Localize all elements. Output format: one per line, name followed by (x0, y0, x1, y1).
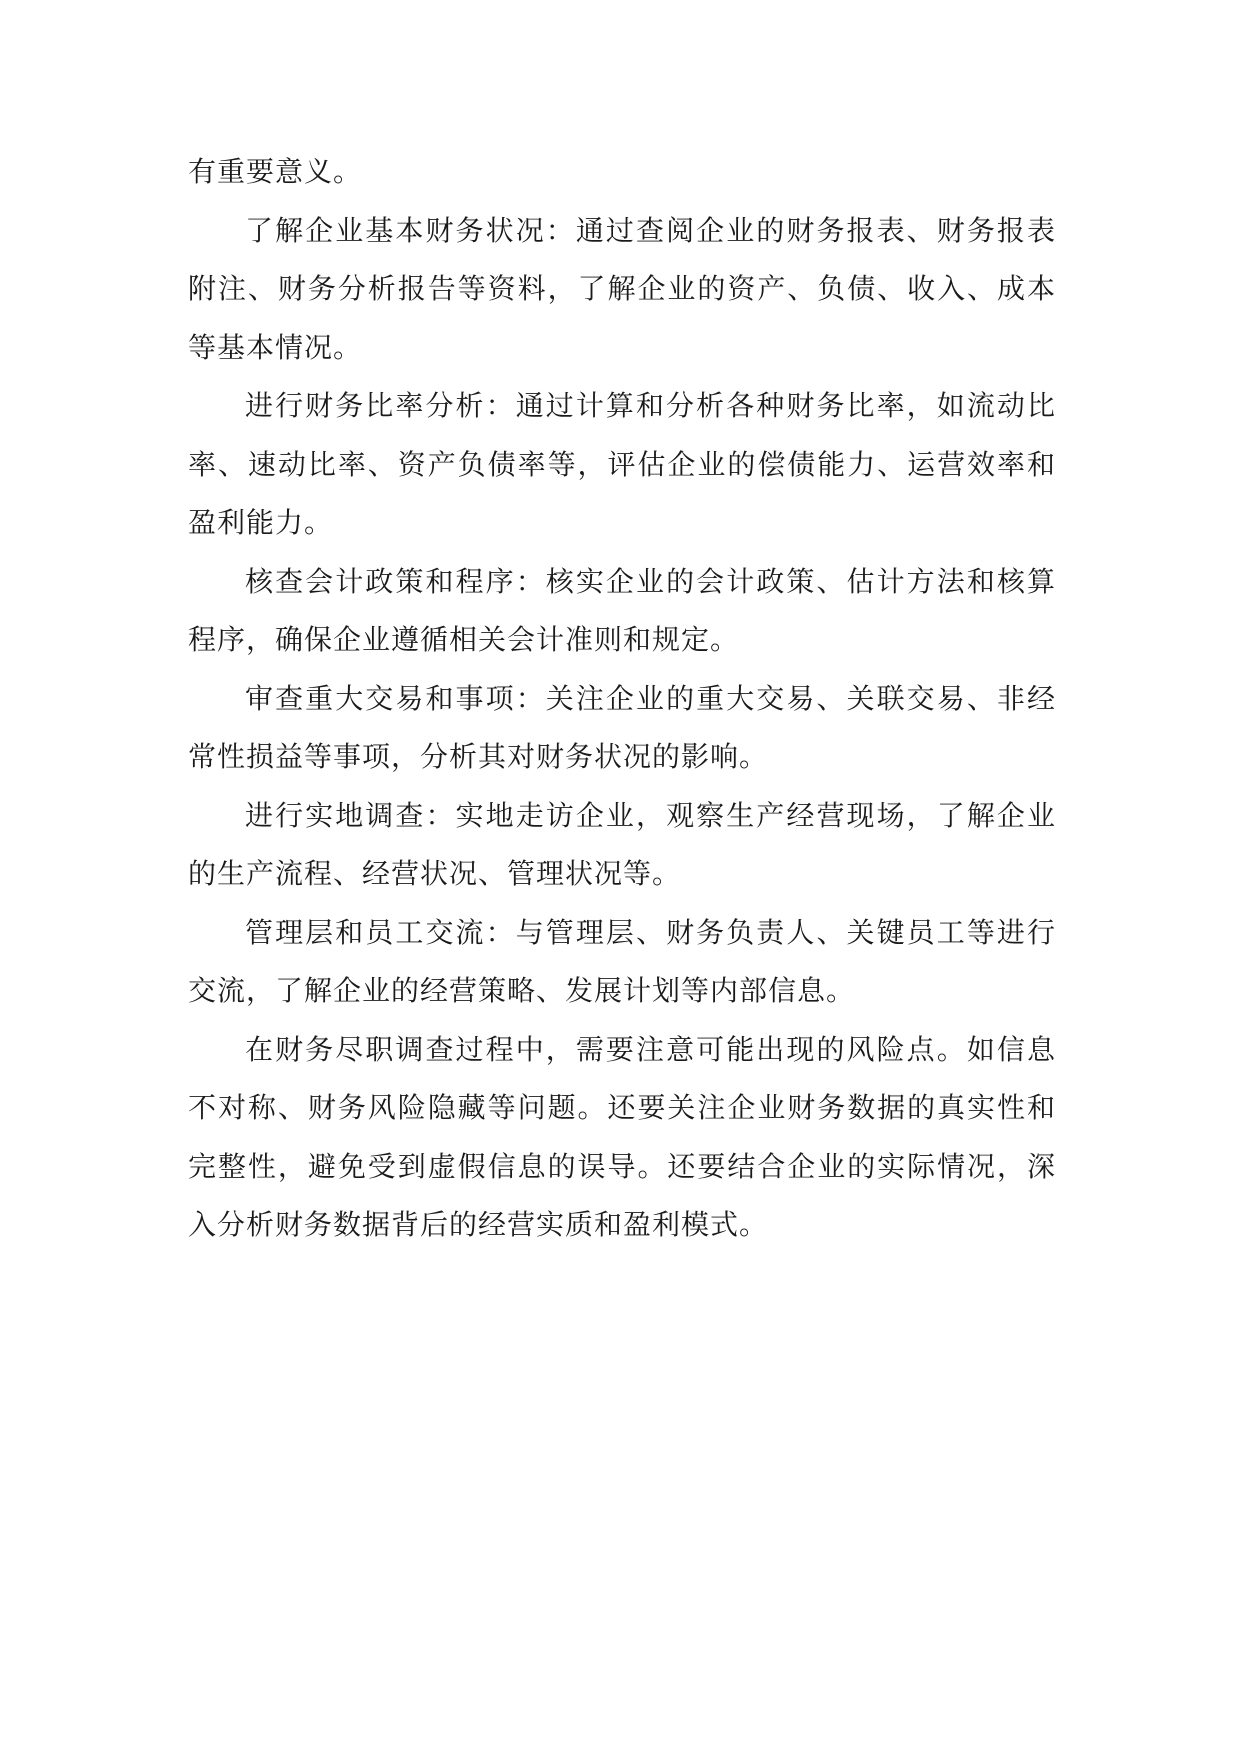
paragraph-site-investigation: 进行实地调查：实地走访企业，观察生产经营现场，了解企业的生产流程、经营状况、管理状况等。 (188, 798, 1056, 890)
paragraph-major-transactions: 审查重大交易和事项：关注企业的重大交易、关联交易、非经常性损益等事项，分析其对财务状况的影响。 (188, 681, 1056, 773)
paragraph-risk-points: 在财务尽职调查过程中，需要注意可能出现的风险点。如信息不对称、财务风险隐藏等问题。还要关注企业财务数据的真实性和完整性，避免受到虚假信息的误导。还要结合企业的实际情况，深入分析财务数据背后的经营实质和盈利模式。 (188, 1032, 1056, 1241)
paragraph-ratio-analysis: 进行财务比率分析：通过计算和分析各种财务比率，如流动比率、速动比率、资产负债率等，评估企业的偿债能力、运营效率和盈利能力。 (188, 389, 1056, 539)
paragraph-management-communication: 管理层和员工交流：与管理层、财务负责人、关键员工等进行交流，了解企业的经营策略、发展计划等内部信息。 (188, 915, 1056, 1007)
paragraph-accounting-policies: 核查会计政策和程序：核实企业的会计政策、估计方法和核算程序，确保企业遵循相关会计准则和规定。 (188, 564, 1056, 656)
body-text (188, 143, 1056, 1255)
paragraph-basic-financial-status: 了解企业基本财务状况：通过查阅企业的财务报表、财务报表附注、财务分析报告等资料，了解企业的资产、负债、收入、成本等基本情况。 (188, 213, 1056, 364)
paragraph-continuation: 有重要意义。 (188, 155, 363, 188)
